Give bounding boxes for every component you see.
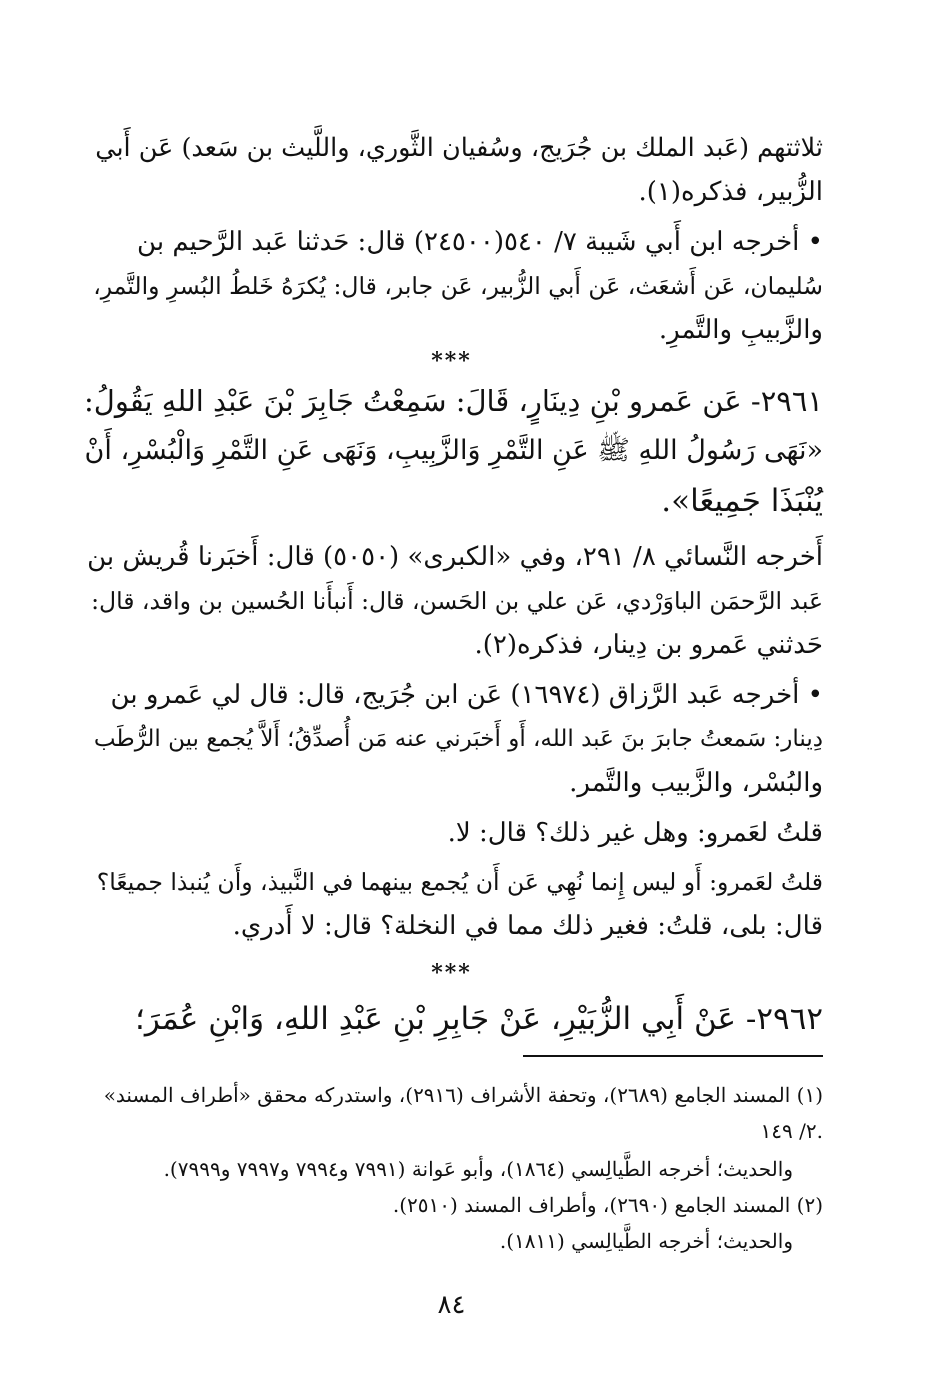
footnote-line: (١) المسند الجامع (٢٦٨٩)، وتحفة الأشراف (٢٩١٦)، واستدركه محقق «أطراف المسند» (103, 1083, 823, 1107)
text-line: قلتُ لعَمرو: وهل غير ذلك؟ قال: لا. (447, 818, 823, 848)
footnote-line: والحديث؛ أخرجه الطَّيالِسي (١٨٦٤)، وأبو عَوانة (٧٩٩١ و٧٩٩٤ و٧٩٩٧ و٧٩٩٩). (163, 1157, 793, 1181)
text-line: • أخرجه عَبد الرَّزاق (١٦٩٧٤) عَن ابن جُرَيج، قال: قال لي عَمرو بن (110, 680, 823, 710)
text-line: حَدثني عَمرو بن دِينار، فذكره(٢). (474, 630, 823, 660)
text-line: قال: بلى، قلتُ: فغير ذلك مما في النخلة؟ قال: لا أَدري. (232, 911, 823, 941)
text-line: الزُّبير، فذكره(١). (638, 177, 823, 207)
text-line: عَبد الرَّحمَن الباوَرْدي، عَن علي بن الحَسن، قال: أَنبأَنا الحُسين بن واقد، قال: (91, 587, 823, 615)
text-line: والبُسْر، والزَّبيب والتَّمر. (569, 768, 823, 798)
section-separator: *** (431, 348, 472, 374)
footnote-line: (٢) المسند الجامع (٢٦٩٠)، وأطراف المسند (٢٥١٠). (392, 1193, 823, 1217)
text-line: سُليمان، عَن أَشعَث، عَن أَبي الزُّبير، عَن جابر، قال: يُكرَهُ خَلطُ البُسرِ والتَّمرِ، (93, 272, 823, 300)
hadith-line: ٢٩٦١- عَن عَمرو بْنِ دِينَارٍ، قَالَ: سَمِعْتُ جَابِرَ بْنَ عَبْدِ اللهِ يَقُولُ: (84, 384, 823, 418)
hadith-line: يُنْبَذَا جَمِيعًا». (661, 483, 823, 519)
footnote-line: والحديث؛ أخرجه الطَّيالِسي (١٨١١). (499, 1229, 793, 1253)
hadith-line: ٢٩٦٢- عَنْ أَبِي الزُّبَيْرِ، عَنْ جَابِرِ بْنِ عَبْدِ اللهِ، وَابْنِ عُمَرَ؛ (135, 1001, 823, 1037)
text-line: أَخرجه النَّسائي ٨/ ٢٩١، وفي «الكبرى» (٥٠٥٠) قال: أَخبَرنا قُريش بن (87, 542, 823, 572)
section-separator: *** (431, 960, 472, 986)
text-line: قلتُ لعَمرو: أَو ليس إِنما نُهِي عَن أَن يُجمع بينهما في النَّبيذ، وأَن يُنبذا جميعًا؟ (96, 868, 823, 896)
footnote-line: ٢/ ١٤٩. (760, 1119, 823, 1143)
text-line: دِينار: سَمعتُ جابرَ بنَ عَبد الله، أَو أَخبَرني عنه مَن أُصدِّقُ؛ أَلاَّ يُجمع بين الرُّطَب (93, 726, 823, 752)
hadith-line: «نَهَى رَسُولُ اللهِ ﷺ عَنِ التَّمْرِ وَالزَّبِيبِ، وَنَهَى عَنِ التَّمْرِ وَالْبُسْرِ، أَنْ (84, 435, 823, 466)
footnote-divider (523, 1055, 823, 1057)
text-line: • أخرجه ابن أَبي شَيبة ٧/ ٥٤٠(٢٤٥٠٠) قال: حَدثنا عَبد الرَّحيم بن (137, 227, 823, 257)
page-number: ٨٤ (437, 1290, 466, 1320)
text-line: ثلاثتهم (عَبد الملك بن جُرَيج، وسُفيان الثَّوري، واللَّيث بن سَعد) عَن أَبي (95, 133, 823, 163)
text-line: والزَّبيبِ والتَّمرِ. (658, 315, 823, 345)
